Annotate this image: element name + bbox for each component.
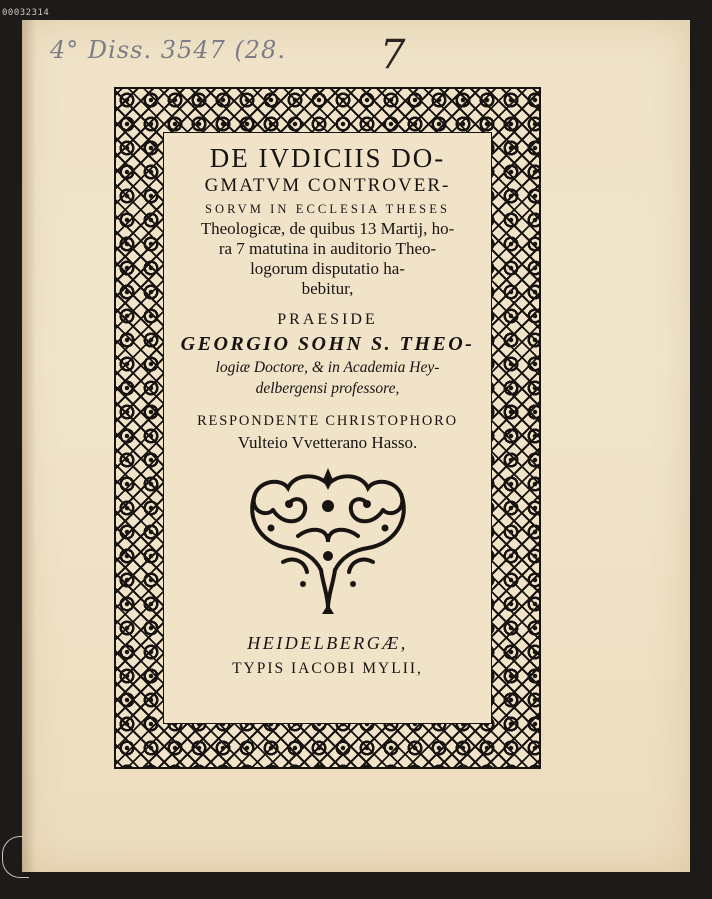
praeses-line-2: logiæ Doctore, & in Academia Hey- xyxy=(215,359,440,376)
title-line-4: Theologicæ, de quibus 13 Martij, ho- xyxy=(200,219,455,238)
scan-identifier: 00032314 xyxy=(2,8,50,18)
ornamental-border xyxy=(115,88,540,768)
title-line-7: bebitur, xyxy=(301,279,354,298)
fleuron-ornament-icon xyxy=(243,466,413,616)
title-line-2: GMATVM CONTROVER- xyxy=(204,175,451,196)
title-line-1: DE IVDICIIS DO- xyxy=(209,143,446,173)
respondente-line-1: RESPONDENTE CHRISTOPHORO xyxy=(197,413,458,429)
title-line-5: ra 7 matutina in auditorio Theo- xyxy=(218,239,437,258)
title-line-6: logorum disputatio ha- xyxy=(250,259,405,278)
pencil-shelfmark: 4° Diss. 3547 (28. xyxy=(50,36,286,64)
praeses-line-1: GEORGIO SOHN S. THEO- xyxy=(180,333,475,355)
respondente-line-2: Vulteio Vvetterano Hasso. xyxy=(237,433,418,452)
title-page xyxy=(22,20,690,872)
title-line-3: SORVM IN ECCLESIA THESES xyxy=(204,202,451,216)
praeside-label: PRAESIDE xyxy=(277,311,378,328)
title-block xyxy=(163,132,492,724)
imprint-printer: TYPIS IACOBI MYLII, xyxy=(232,660,423,677)
imprint-city: HEIDELBERGÆ, xyxy=(247,633,408,653)
praeses-line-3: delbergensi professore, xyxy=(255,380,400,397)
folio-number: 7 xyxy=(380,32,406,78)
binding-thread xyxy=(2,836,29,878)
